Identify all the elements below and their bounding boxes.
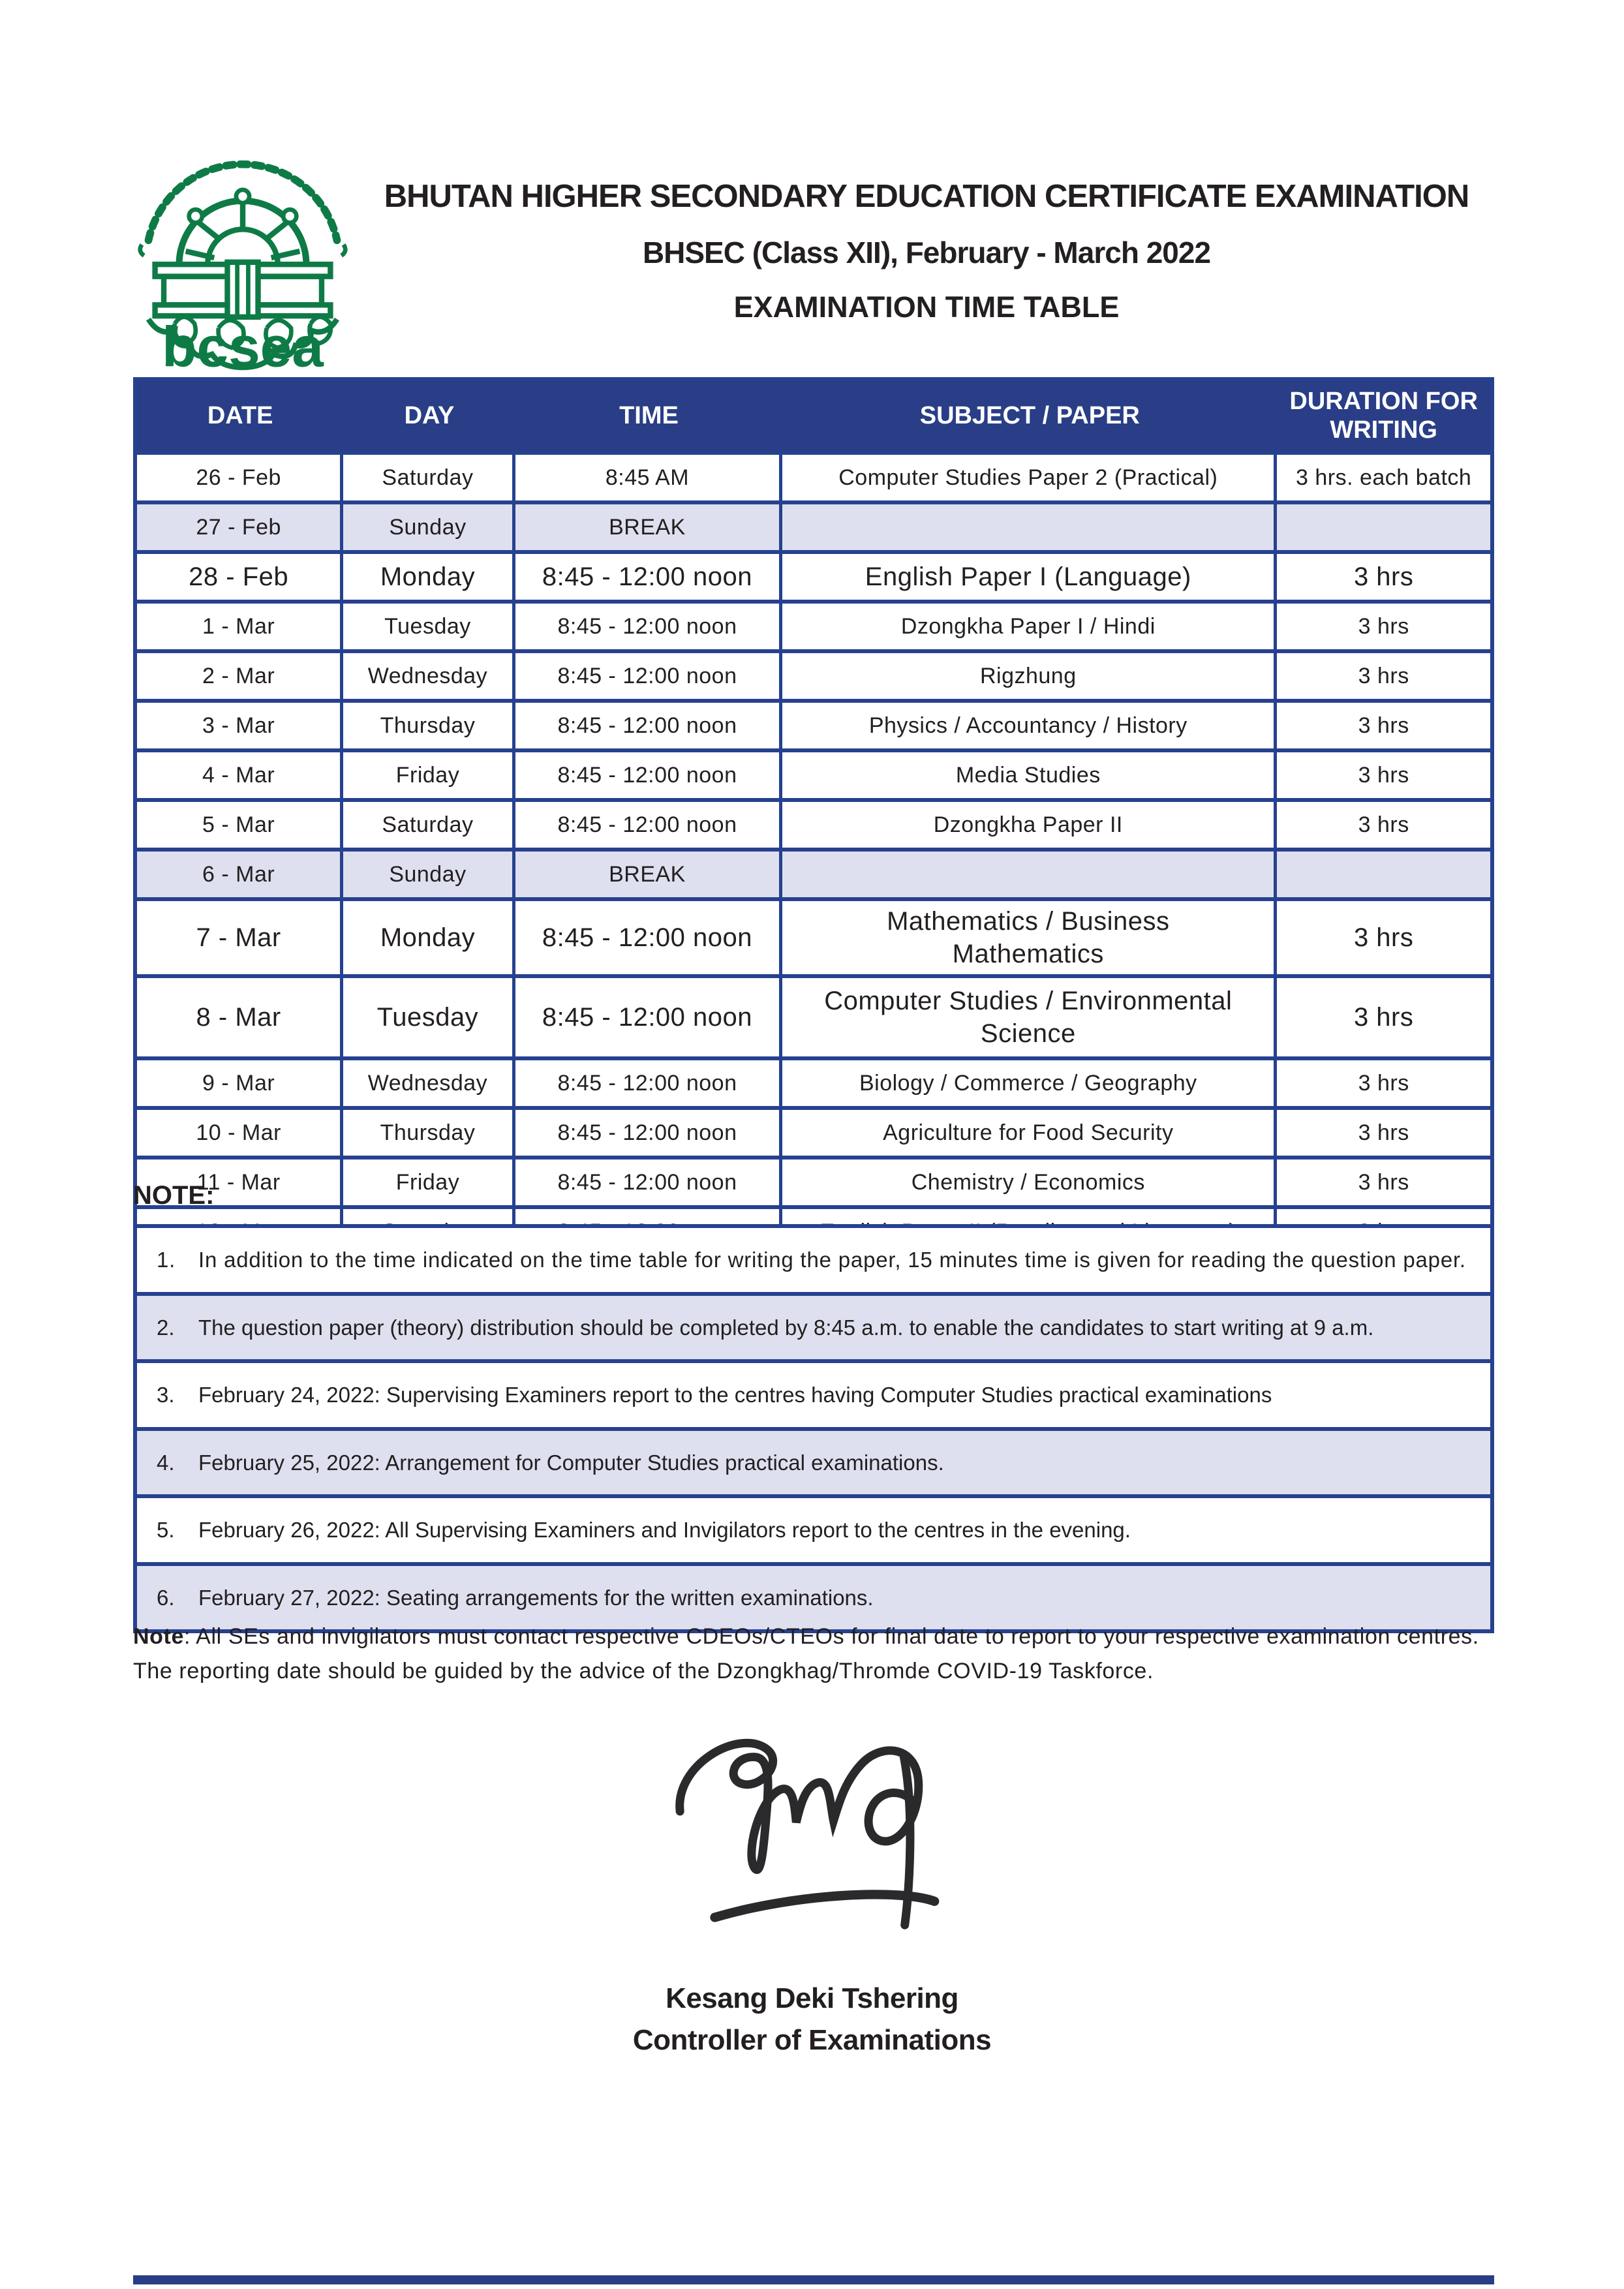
masthead [133, 131, 1494, 372]
cell-duration: 3 hrs [1358, 664, 1409, 689]
cell-subject: Dzongkha Paper II [782, 802, 1277, 848]
column-header-date: DATE [207, 401, 273, 429]
cell-date: 5 - Mar [137, 802, 343, 848]
note-item [137, 1296, 1490, 1364]
cell-duration: 3 hrs [1353, 1003, 1414, 1032]
table-header-row [137, 381, 1490, 455]
cell-subject: Chemistry / Economics [782, 1160, 1277, 1205]
note-text: February 27, 2022: Seating arrangements for the written examinations. [198, 1585, 874, 1610]
cell-time: 8:45 - 12:00 noon [515, 802, 783, 848]
cell-day: Wednesday [343, 1060, 515, 1106]
cell-subject: Rigzhung [782, 653, 1277, 699]
cell-duration: 3 hrs [1358, 713, 1409, 739]
note-text: In addition to the time indicated on the time table for writing the paper, 15 minutes time is given for reading the question paper. [198, 1248, 1466, 1272]
title-line-1: BHUTAN HIGHER SECONDARY EDUCATION CERTIFICATE EXAMINATION [384, 178, 1469, 214]
cell-date: 11 - Mar [137, 1160, 343, 1205]
table-row [137, 604, 1490, 653]
cell-subject: Agriculture for Food Security [782, 1110, 1277, 1156]
cell-subject: Dzongkha Paper I / Hindi [782, 604, 1277, 649]
note-item [137, 1498, 1490, 1566]
cell-time: BREAK [515, 504, 783, 550]
cell-day: Thursday [343, 703, 515, 748]
cell-time: 8:45 - 12:00 noon [515, 1110, 783, 1156]
table-row [137, 752, 1490, 802]
cell-subject: Computer Studies Paper 2 (Practical) [782, 455, 1277, 500]
cell-date: 26 - Feb [137, 455, 343, 500]
note-item [137, 1228, 1490, 1296]
cell-duration: 3 hrs [1358, 812, 1409, 838]
cell-date: 9 - Mar [137, 1060, 343, 1106]
cell-day: Sunday [343, 852, 515, 897]
cell-subject [782, 852, 1277, 897]
signatory-title: Controller of Examinations [632, 2024, 992, 2056]
signatory-name: Kesang Deki Tshering [666, 1982, 958, 2014]
cell-date: 2 - Mar [137, 653, 343, 699]
note-item [137, 1363, 1490, 1431]
cell-subject: Physics / Accountancy / History [782, 703, 1277, 748]
cell-duration: 3 hrs [1353, 923, 1414, 953]
table-body [137, 455, 1490, 1255]
cell-time: 8:45 - 12:00 noon [515, 653, 783, 699]
notes-heading: NOTE: [133, 1181, 215, 1210]
cell-subject [782, 504, 1277, 550]
cell-time: 8:45 - 12:00 noon [515, 554, 783, 600]
notes-box [133, 1224, 1494, 1633]
cell-duration: 3 hrs [1353, 562, 1414, 592]
cell-day: Wednesday [343, 653, 515, 699]
table-row [137, 1110, 1490, 1160]
cell-subject: English Paper I (Language) [782, 554, 1277, 600]
table-row [137, 455, 1490, 504]
cell-date: 7 - Mar [137, 901, 343, 974]
table-row [137, 1060, 1490, 1110]
cell-time: 8:45 - 12:00 noon [515, 752, 783, 798]
note-number: 5. [157, 1518, 175, 1542]
note-text: The question paper (theory) distribution should be completed by 8:45 a.m. to enable the candidates to start writing at 9 a.m. [198, 1315, 1374, 1340]
footnote [133, 1620, 1494, 1688]
bcsea-wordmark: bcsea [162, 315, 324, 372]
cell-time: BREAK [515, 852, 783, 897]
table-row [137, 802, 1490, 852]
note-number: 1. [157, 1248, 176, 1272]
cell-date: 1 - Mar [137, 604, 343, 649]
note-number: 6. [157, 1585, 175, 1610]
footnote-label: Note [133, 1624, 184, 1649]
cell-time: 8:45 - 12:00 noon [515, 901, 783, 974]
table-row [137, 703, 1490, 752]
cell-day: Saturday [343, 455, 515, 500]
table-row [137, 504, 1490, 554]
cell-duration: 3 hrs [1358, 1071, 1409, 1096]
table-row [137, 1160, 1490, 1209]
cell-subject: Computer Studies / Environmental Science [782, 978, 1277, 1056]
table-row [137, 978, 1490, 1060]
footer-rule [133, 2275, 1494, 2284]
signature-block [0, 1710, 1624, 2057]
cell-duration: 3 hrs [1358, 1120, 1409, 1146]
cell-time: 8:45 - 12:00 noon [515, 703, 783, 748]
cell-duration [1277, 852, 1490, 897]
cell-subject: Media Studies [782, 752, 1277, 798]
cell-date: 4 - Mar [137, 752, 343, 798]
cell-day: Tuesday [343, 604, 515, 649]
cell-time: 8:45 - 12:00 noon [515, 604, 783, 649]
table-row [137, 653, 1490, 703]
cell-date: 8 - Mar [137, 978, 343, 1056]
note-number: 4. [157, 1450, 175, 1475]
title-line-2: BHSEC (Class XII), February - March 2022 [642, 235, 1211, 269]
cell-date: 28 - Feb [137, 554, 343, 600]
cell-day: Tuesday [343, 978, 515, 1056]
cell-duration: 3 hrs. each batch [1296, 465, 1472, 491]
bcsea-logo-icon [133, 131, 352, 372]
note-text: February 26, 2022: All Supervising Examiners and Invigilators report to the centres in the evening. [198, 1518, 1131, 1542]
cell-day: Saturday [343, 802, 515, 848]
title-line-3: EXAMINATION TIME TABLE [733, 290, 1120, 324]
cell-time: 8:45 - 12:00 noon [515, 1160, 783, 1205]
cell-day: Friday [343, 1160, 515, 1205]
cell-time: 8:45 - 12:00 noon [515, 1060, 783, 1106]
cell-duration [1277, 504, 1490, 550]
cell-time: 8:45 AM [515, 455, 783, 500]
cell-day: Thursday [343, 1110, 515, 1156]
cell-time: 8:45 - 12:00 noon [515, 978, 783, 1056]
cell-day: Monday [343, 901, 515, 974]
note-number: 3. [157, 1383, 175, 1407]
cell-date: 3 - Mar [137, 703, 343, 748]
cell-subject: Mathematics / Business Mathematics [782, 901, 1277, 974]
table-row [137, 852, 1490, 901]
column-header-day: DAY [404, 401, 455, 429]
exam-timetable [133, 377, 1494, 1259]
footnote-text: : All SEs and invigilators must contact respective CDEOs/CTEOs for final date to report to your respective examination centres. The reporting date should be guided by the advice of the Dzongkhag/Thromde COVID-19 Taskforce. [133, 1624, 1479, 1683]
cell-day: Friday [343, 752, 515, 798]
cell-duration: 3 hrs [1358, 1170, 1409, 1195]
cell-date: 27 - Feb [137, 504, 343, 550]
note-item [137, 1431, 1490, 1499]
cell-day: Monday [343, 554, 515, 600]
cell-date: 6 - Mar [137, 852, 343, 897]
column-header-duration: DURATION FOR WRITING [1289, 388, 1478, 444]
note-number: 2. [157, 1315, 175, 1340]
document-titles [352, 180, 1494, 323]
column-header-time: TIME [619, 401, 679, 429]
table-row [137, 901, 1490, 978]
cell-date: 10 - Mar [137, 1110, 343, 1156]
cell-duration: 3 hrs [1358, 763, 1409, 788]
column-header-subject: SUBJECT / PAPER [919, 401, 1140, 429]
note-text: February 25, 2022: Arrangement for Computer Studies practical examinations. [198, 1450, 944, 1475]
cell-day: Sunday [343, 504, 515, 550]
cell-subject: Biology / Commerce / Geography [782, 1060, 1277, 1106]
cell-duration: 3 hrs [1358, 614, 1409, 639]
note-text: February 24, 2022: Supervising Examiners report to the centres having Computer Studies practical examinations [198, 1383, 1272, 1407]
signature-icon [630, 1710, 995, 1964]
table-row [137, 554, 1490, 604]
